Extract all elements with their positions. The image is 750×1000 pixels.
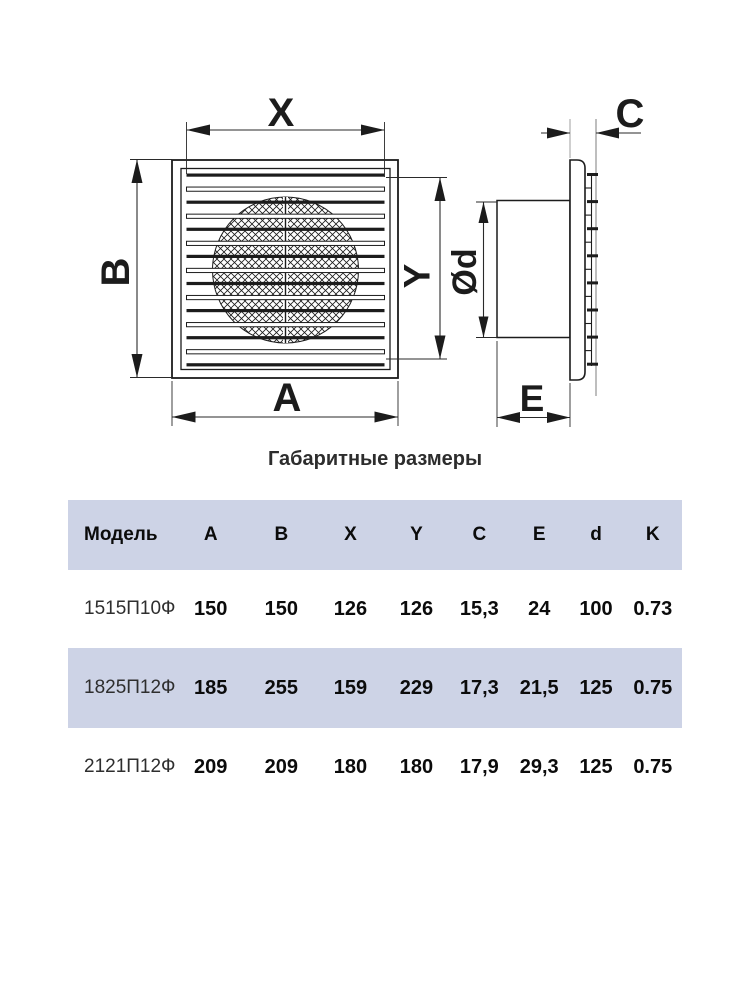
table-row <box>68 728 682 806</box>
face-panel <box>570 160 585 380</box>
value-e: 29,3 <box>519 755 559 778</box>
duct-spigot <box>497 201 570 338</box>
model-name: 1825П12Ф <box>84 677 176 698</box>
arrowhead-icon <box>497 412 520 423</box>
arrowhead-icon <box>375 412 399 423</box>
arrowhead-icon <box>479 317 489 338</box>
value-y: 229 <box>399 676 434 699</box>
dim-label-c: C <box>615 92 645 136</box>
column-header-k: K <box>645 524 660 545</box>
column-header-model: Модель <box>84 524 158 545</box>
value-x: 159 <box>333 676 368 699</box>
arrowhead-icon <box>187 125 211 136</box>
dim-label-diameter: Ød <box>446 248 484 296</box>
dimension-diagram-svg <box>0 0 750 430</box>
dimensions-table <box>68 500 682 806</box>
value-y: 126 <box>399 597 434 620</box>
value-x: 126 <box>333 597 368 620</box>
arrowhead-icon <box>132 354 143 378</box>
value-y: 180 <box>399 755 434 778</box>
table-row <box>68 648 682 728</box>
value-d: 125 <box>579 676 613 699</box>
value-b: 150 <box>264 597 299 620</box>
value-k: 0.75 <box>633 755 673 778</box>
value-b: 255 <box>264 676 299 699</box>
arrowhead-icon <box>479 202 489 223</box>
table-row <box>68 570 682 648</box>
value-a: 150 <box>194 597 228 620</box>
model-name: 2121П12Ф <box>84 756 176 777</box>
arrowhead-icon <box>132 160 143 184</box>
value-a: 185 <box>194 676 228 699</box>
section-title: Габаритные размеры <box>267 448 483 470</box>
value-c: 15,3 <box>459 597 499 620</box>
arrowhead-icon <box>547 412 570 423</box>
value-k: 0.73 <box>633 597 673 620</box>
dim-label-e: E <box>519 378 545 419</box>
arrowhead-icon <box>435 178 446 202</box>
arrowhead-icon <box>172 412 196 423</box>
value-b: 209 <box>264 755 299 778</box>
column-header-y: Y <box>410 524 423 545</box>
dim-label-a: A <box>272 376 302 420</box>
slat-ladder-rungs <box>585 188 592 351</box>
table-header-row <box>68 500 682 570</box>
column-header-d: d <box>590 524 602 545</box>
value-d: 125 <box>579 755 613 778</box>
value-d: 100 <box>579 597 613 620</box>
value-e: 21,5 <box>519 676 559 699</box>
dim-label-b: B <box>94 257 138 287</box>
value-c: 17,9 <box>459 755 499 778</box>
column-header-c: C <box>472 524 487 545</box>
value-x: 180 <box>333 755 368 778</box>
front-view <box>172 160 398 378</box>
column-header-a: A <box>203 524 218 545</box>
dim-label-y: Y <box>396 263 438 289</box>
side-view <box>497 119 598 396</box>
value-c: 17,3 <box>459 676 499 699</box>
column-header-x: X <box>344 524 357 545</box>
dim-label-x: X <box>267 91 295 135</box>
column-header-b: B <box>274 524 289 545</box>
dimension-diagram <box>0 0 750 430</box>
column-header-e: E <box>532 524 546 545</box>
arrowhead-icon <box>361 125 385 136</box>
model-name: 1515П10Ф <box>84 598 176 619</box>
arrowhead-icon <box>547 128 570 139</box>
value-e: 24 <box>528 597 551 620</box>
value-k: 0.75 <box>633 676 673 699</box>
arrowhead-icon <box>435 336 446 360</box>
value-a: 209 <box>194 755 228 778</box>
